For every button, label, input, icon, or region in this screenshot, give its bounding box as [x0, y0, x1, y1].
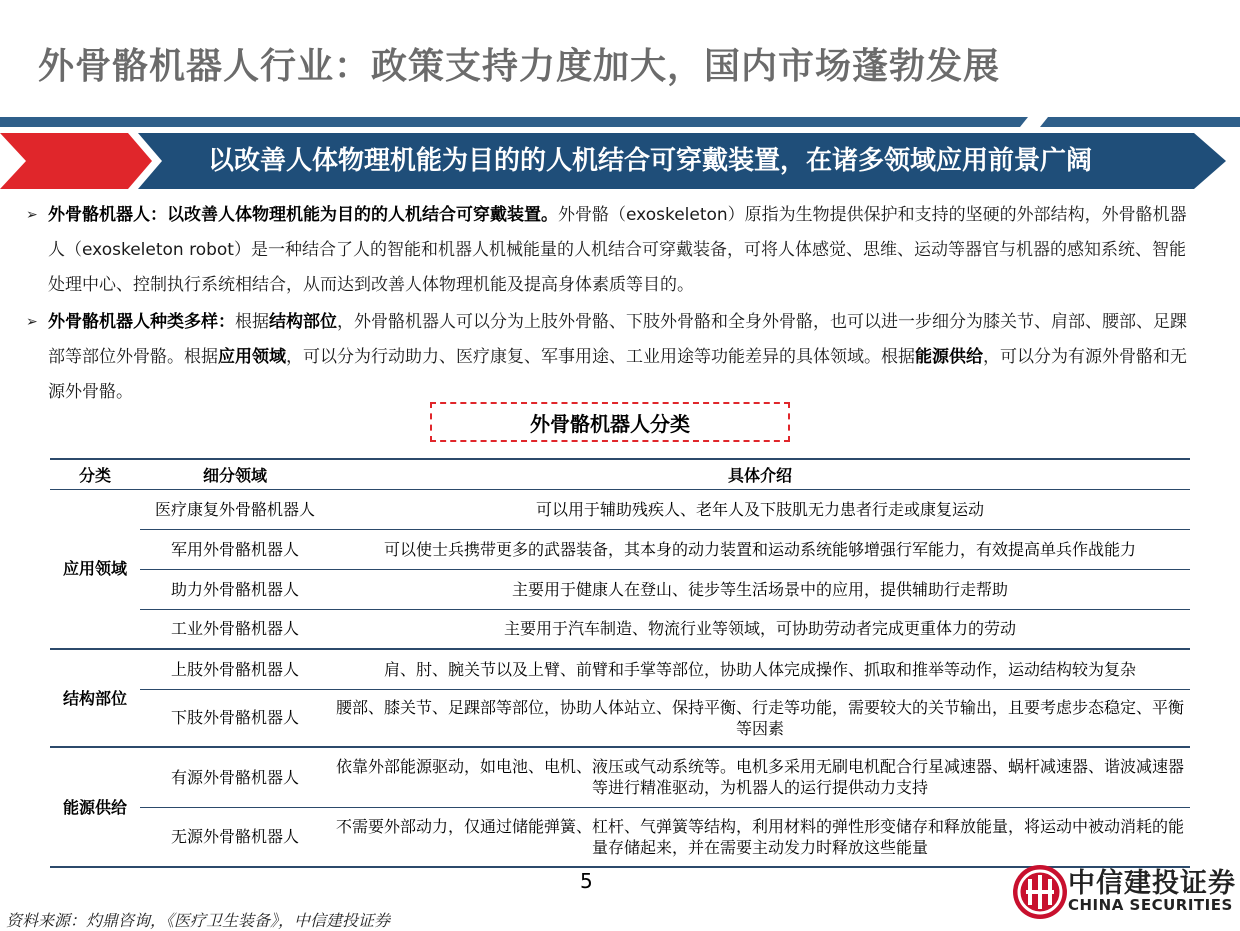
category-cell: 结构部位 — [50, 649, 140, 747]
logo-english-name: CHINA SECURITIES — [1068, 896, 1233, 914]
logo-chinese-name: 中信建投证券 — [1068, 868, 1236, 899]
table-row — [50, 609, 1190, 649]
subfield-cell: 军用外骨骼机器人 — [140, 529, 330, 569]
subfield-cell: 工业外骨骼机器人 — [140, 609, 330, 649]
subfield-cell: 有源外骨骼机器人 — [140, 747, 330, 807]
subfield-cell: 无源外骨骼机器人 — [140, 807, 330, 867]
header-category: 分类 — [50, 459, 140, 489]
subfield-cell: 上肢外骨骼机器人 — [140, 649, 330, 689]
table-row — [50, 649, 1190, 689]
bullet-bold-text: 外骨骼机器人种类多样： — [48, 312, 235, 332]
subfield-cell: 医疗康复外骨骼机器人 — [140, 489, 330, 529]
header-divider — [0, 117, 1240, 127]
category-cell: 应用领域 — [50, 489, 140, 649]
bullet-text: ，可以分为有源外骨骼和无源外骨骼。 — [48, 347, 1187, 402]
description-cell: 依靠外部能源驱动，如电池、电机、液压或气动系统等。电机多采用无刷电机配合行星减速器、蜗杆减速器、谐波减速器等进行精准驱动，为机器人的运行提供动力支持 — [330, 747, 1190, 807]
page-number: 5 — [580, 869, 593, 893]
bullet-list — [26, 198, 1196, 412]
header-description: 具体介绍 — [330, 459, 1190, 489]
description-cell: 肩、肘、腕关节以及上臂、前臂和手掌等部位，协助人体完成操作、抓取和推举等动作，运动结构较为复杂 — [330, 649, 1190, 689]
divider-main-stripe — [0, 117, 1028, 127]
table-row — [50, 489, 1190, 529]
description-cell: 主要用于健康人在登山、徒步等生活场景中的应用，提供辅助行走帮助 — [330, 569, 1190, 609]
table-row — [50, 569, 1190, 609]
bullet-bold-text: 能源供给 — [915, 347, 983, 367]
description-cell: 可以使士兵携带更多的武器装备，其本身的动力装置和运动系统能够增强行军能力，有效提高单兵作战能力 — [330, 529, 1190, 569]
table-title: 外骨骼机器人分类 — [430, 402, 790, 442]
bullet-bold-text: 结构部位 — [269, 312, 337, 332]
table-header-row — [50, 459, 1190, 489]
bullet-text: 根据 — [235, 312, 269, 332]
subfield-cell: 下肢外骨骼机器人 — [140, 689, 330, 747]
bullet-bold-text: 外骨骼机器人：以改善人体物理机能为目的的人机结合可穿戴装置。 — [48, 205, 558, 225]
bullet-bold-text: 应用领域 — [218, 347, 286, 367]
china-securities-logo-icon — [1010, 862, 1070, 922]
bullet-arrow-icon: ➢ — [26, 207, 38, 223]
table-row — [50, 747, 1190, 807]
table-row — [50, 807, 1190, 867]
bullet-text: 外骨骼（exoskeleton）原指为生物提供保护和支持的坚硬的外部结构，外骨骼机器人（exoskeleton robot）是一种结合了人的智能和机器人机械能量的人机结合可穿戴装备，可将人体感觉、思维、运动等器官与机器的感知系统、智能处理中心、控制执行系统相结合，从而达到改善人体物理机能及提高身体素质等目的。 — [48, 205, 1187, 295]
divider-right-stripe — [1040, 117, 1240, 127]
category-cell: 能源供给 — [50, 747, 140, 867]
page-title: 外骨骼机器人行业：政策支持力度加大，国内市场蓬勃发展 — [38, 46, 1001, 87]
description-cell: 不需要外部动力，仅通过储能弹簧、杠杆、气弹簧等结构，利用材料的弹性形变储存和释放能量，将运动中被动消耗的能量存储起来，并在需要主动发力时释放这些能量 — [330, 807, 1190, 867]
bullet-arrow-icon: ➢ — [26, 314, 38, 330]
source-note: 资料来源：灼鼎咨询，《医疗卫生装备》，中信建投证券 — [6, 911, 391, 930]
banner-heading: 以改善人体物理机能为目的的人机结合可穿戴装置，在诸多领域应用前景广阔 — [207, 146, 1092, 176]
banner-left-wedge — [0, 133, 152, 189]
table-row — [50, 689, 1190, 747]
header-subfield: 细分领域 — [140, 459, 330, 489]
description-cell: 主要用于汽车制造、物流行业等领域，可协助劳动者完成更重体力的劳动 — [330, 609, 1190, 649]
subfield-cell: 助力外骨骼机器人 — [140, 569, 330, 609]
bullet-paragraph — [26, 198, 1196, 303]
description-cell: 可以用于辅助残疾人、老年人及下肢肌无力患者行走或康复运动 — [330, 489, 1190, 529]
bullet-text: ，可以分为行动助力、医疗康复、军事用途、工业用途等功能差异的具体领域。根据 — [286, 347, 915, 367]
bullet-text: ，外骨骼机器人可以分为上肢外骨骼、下肢外骨骼和全身外骨骼，也可以进一步细分为膝关节、肩部、腰部、足踝部等部位外骨骼。根据 — [48, 312, 1187, 367]
description-cell: 腰部、膝关节、足踝部等部位，协助人体站立、保持平衡、行走等功能，需要较大的关节输出，且要考虑步态稳定、平衡等因素 — [330, 689, 1190, 747]
classification-table — [50, 458, 1190, 868]
bullet-paragraph — [26, 305, 1196, 410]
table-row — [50, 529, 1190, 569]
